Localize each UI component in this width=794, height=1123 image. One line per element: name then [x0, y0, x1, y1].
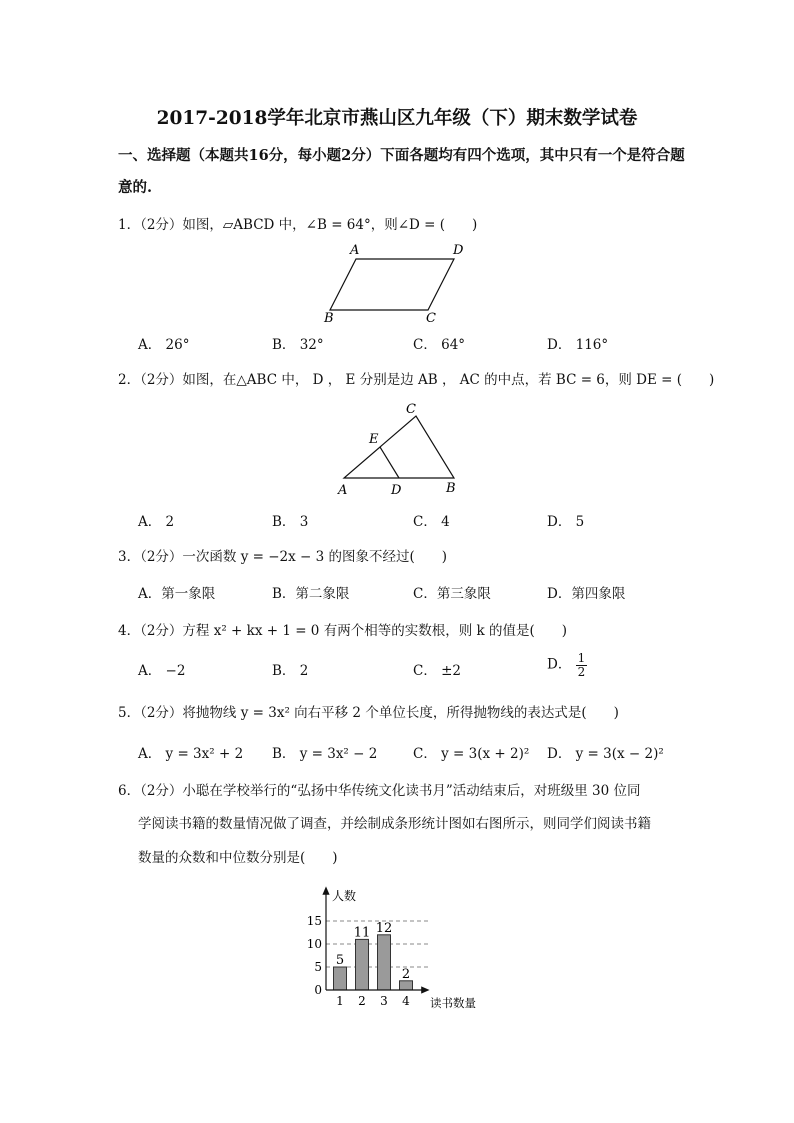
question-4-stem: 4．（2分）方程 x² + kx + 1 = 0 有两个相等的实数根，则 k 的值是( )	[118, 623, 567, 639]
q1-option-d: D． 116°	[547, 337, 609, 353]
page-title: 2017-2018学年北京市燕山区九年级（下）期末数学试卷	[156, 108, 638, 129]
chart-y-ticks	[307, 914, 322, 997]
q5-option-b: B． y = 3x² − 2	[272, 746, 378, 762]
q2-option-b: B． 3	[272, 514, 309, 530]
section-heading-line2: 意的.	[118, 179, 153, 196]
question-3-stem: 3．（2分）一次函数 y = −2x − 3 的图象不经过( )	[118, 549, 448, 565]
label-d: D	[453, 243, 464, 258]
y-axis-label: 人数	[332, 889, 357, 903]
midline-de	[380, 447, 399, 478]
q5-option-d: D． y = 3(x − 2)²	[547, 746, 664, 762]
fraction-one-half	[576, 652, 588, 678]
fraction-numerator: 1	[577, 651, 586, 665]
q3-option-a: A．第一象限	[138, 586, 216, 602]
label-a: A	[350, 243, 360, 258]
data-label-3: 12	[375, 920, 393, 936]
q2-option-a: A． 2	[138, 514, 175, 530]
y-tick-10: 10	[306, 937, 322, 951]
triangle-figure	[332, 398, 472, 500]
label-e: E	[369, 432, 379, 447]
fraction-denominator: 2	[577, 664, 586, 679]
question-1-stem: 1．（2分）如图，▱ABCD 中，∠B = 64°，则∠D = ( )	[118, 217, 478, 233]
q3-option-c: C．第三象限	[413, 586, 491, 602]
section-heading-line1: 一、选择题（本题共16分，每小题2分）下面各题均有四个选项，其中只有一个是符合题	[118, 147, 685, 164]
label-a: A	[338, 483, 348, 498]
label-c: C	[426, 311, 436, 326]
q4-option-d	[547, 652, 587, 678]
q1-option-a: A． 26°	[138, 337, 190, 353]
q4-option-d-letter: D．	[547, 656, 572, 673]
question-5-stem: 5．（2分）将抛物线 y = 3x² 向右平移 2 个单位长度，所得抛物线的表达式是( )	[118, 705, 619, 721]
label-b: B	[324, 311, 334, 326]
x-tick-1: 1	[336, 994, 344, 1008]
y-tick-0: 0	[314, 983, 322, 997]
label-c: C	[406, 402, 416, 417]
chart-bars	[334, 935, 413, 990]
q5-option-a: A． y = 3x² + 2	[138, 746, 244, 762]
bar-3	[378, 935, 391, 990]
q3-option-b: B．第二象限	[272, 586, 350, 602]
question-2-stem: 2．（2分）如图，在△ABC 中， D ， E 分别是边 AB ， AC 的中点，若 BC = 6，则 DE = ( )	[118, 372, 715, 388]
x-tick-3: 3	[380, 994, 388, 1008]
x-tick-4: 4	[402, 994, 410, 1008]
q3-option-d: D．第四象限	[547, 586, 626, 602]
triangle-shape	[344, 416, 454, 478]
bar-4	[400, 981, 413, 990]
parallelogram-figure	[320, 238, 480, 328]
question-6-stem-line1: 6．（2分）小聪在学校举行的“弘扬中华传统文化读书月”活动结束后，对班级里 30 位同	[118, 783, 641, 799]
bar-2	[356, 939, 369, 990]
q4-option-a: A． −2	[138, 663, 186, 679]
q1-option-c: C． 64°	[413, 337, 466, 353]
bar-1	[334, 967, 347, 990]
q2-option-d: D． 5	[547, 514, 585, 530]
q5-option-c: C． y = 3(x + 2)²	[413, 746, 530, 762]
q4-option-c: C． ±2	[413, 663, 462, 679]
question-6-stem-line2: 学阅读书籍的数量情况做了调查，并绘制成条形统计图如右图所示，则同学们阅读书籍	[138, 816, 651, 832]
y-tick-15: 15	[306, 914, 322, 928]
x-axis-label: 读书数量	[430, 996, 476, 1010]
label-b: B	[446, 481, 456, 496]
chart-x-ticks	[336, 994, 410, 1008]
q1-option-b: B． 32°	[272, 337, 324, 353]
reading-bar-chart	[296, 880, 506, 1015]
parallelogram-shape	[330, 259, 454, 310]
data-label-2: 11	[353, 925, 371, 941]
chart-data-labels	[336, 921, 410, 982]
label-d: D	[391, 483, 402, 498]
y-tick-5: 5	[314, 960, 322, 974]
x-tick-2: 2	[358, 994, 366, 1008]
q2-option-c: C． 4	[413, 514, 450, 530]
question-6-stem-line3: 数量的众数和中位数分别是( )	[138, 850, 338, 866]
data-label-4: 2	[401, 966, 411, 982]
data-label-1: 5	[335, 953, 345, 968]
q4-option-b: B． 2	[272, 663, 309, 679]
